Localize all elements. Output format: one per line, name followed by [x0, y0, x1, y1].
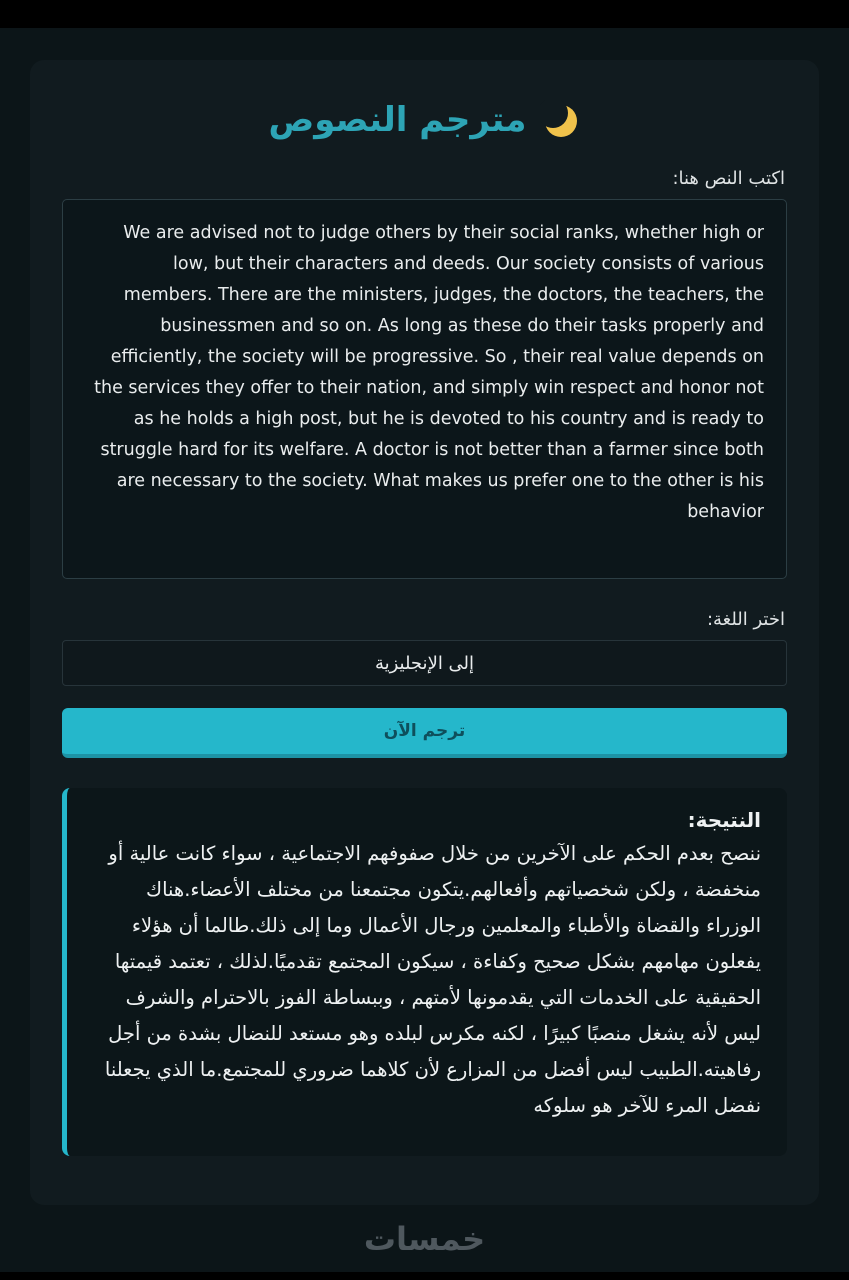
result-title: النتيجة:: [687, 808, 761, 832]
footer: [0, 1220, 849, 1258]
moon-icon: [540, 100, 580, 140]
language-label: اختر اللغة:: [706, 609, 785, 630]
page-background: [0, 28, 849, 1272]
language-select-value: إلى الإنجليزية: [374, 652, 475, 674]
translator-card: [30, 60, 819, 1205]
result-text: ننصح بعدم الحكم على الآخرين من خلال صفوفهم الاجتماعية ، سواء كانت عالية أو منخفضة ، ولكن شخصياتهم وأفعالهم.يتكون مجتمعنا من مختلف الأعضاء.هناك الوزراء والقضاة والأطباء والمعلمين ورجال الأعمال وما إلى ذلك.طالما أن هؤلاء يفعلون مهامهم بشكل صحيح وكفاءة ، سيكون المجتمع تقدميًا.لذلك ، تعتمد قيمتها الحقيقية على الخدمات التي يقدمونها لأمتهم ، وببساطة الفوز بالاحترام والشرف ليس لأنه يشغل منصبًا كبيرًا ، لكنه مكرس لبلده وهو مستعد للنضال بشدة من أجل رفاهيته.الطبيب ليس أفضل من المزارع لأن كلاهما ضروري للمجتمع.ما الذي يجعلنا نفضل المرء للآخر هو سلوكه: [104, 842, 761, 1117]
translate-button[interactable]: ترجم الآن: [62, 708, 787, 758]
input-label: اكتب النص هنا:: [672, 168, 785, 189]
app-title: مترجم النصوص: [268, 100, 527, 140]
source-text-input[interactable]: [62, 199, 787, 579]
khamsat-logo: خمسات: [363, 1220, 486, 1258]
result-box: [62, 788, 787, 1156]
language-select[interactable]: [62, 640, 787, 686]
app-header: [62, 100, 787, 140]
